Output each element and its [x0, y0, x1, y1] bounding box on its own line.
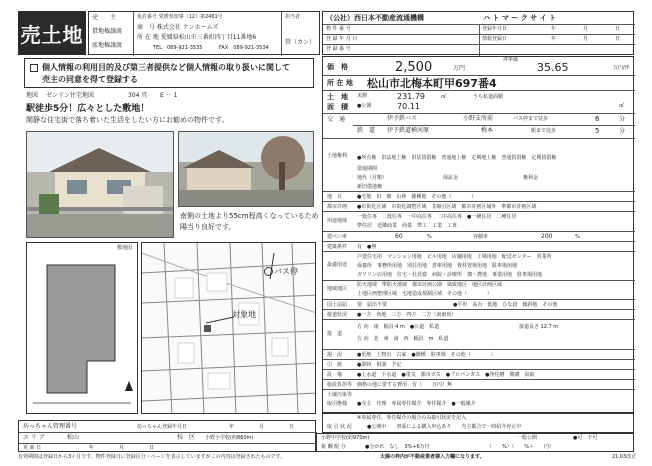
tsubo-price-value: 35.65 — [537, 61, 569, 74]
youto-line1: 一低住専 二低住専 一中高住専 二中高住専 ●一種住居 二種住居 — [357, 214, 517, 220]
land-rights-options: ●所有権 旧法地上権 旧法賃借権 普通地上権 定期地上権 普通賃借権 定期賃借権 — [357, 155, 557, 161]
price-amount: 2,500 — [395, 60, 433, 75]
photo-caption-line2: 陽当り良好です。 — [180, 223, 236, 231]
row-label-landlord: 底地権譲渡 — [92, 42, 123, 49]
area-actual-value: 231.79 — [397, 92, 425, 101]
junior-school: 小野中学校(約970m) — [321, 435, 370, 441]
promo-description: 閑静な住宅街で落ち着いた生活をしたい方にお勧めの物件です。 — [26, 116, 229, 124]
staff-label: 担当者 — [285, 14, 301, 20]
building-cond-value: 有 ●無 — [357, 244, 377, 250]
deal-note: ※専属専任、専任媒介の場合のみ取引状況を記入 — [357, 415, 467, 421]
setsudou-value: ●一方 角地 三方 四方 二方（南東角） — [357, 312, 457, 318]
company-fax: FAX 089-921-3534 — [219, 45, 269, 51]
tsubo-price-label: 坪単価 — [503, 57, 519, 63]
map-page: 304 頁 — [128, 92, 148, 99]
trade-status-label: 取 引 状 況 — [327, 424, 352, 430]
north-arrow-icon — [125, 381, 133, 391]
traffic-bus-line: 伊予鉄バス — [387, 115, 418, 122]
facilities-value: ●上水道 下水道 ●電気 都市ガス ●プロパンガス ●浄化槽 側溝 汲取 — [357, 372, 535, 378]
terrain-value: ●平坦 高台 低地 ひな段 傾斜地 その他 — [453, 302, 558, 308]
kokudo-label: 国土法届 — [327, 302, 348, 308]
road-label: 接 道 — [327, 331, 343, 337]
traffic-label: 交 通 — [327, 116, 346, 123]
traffic-bus-min-unit: 分 — [619, 116, 626, 123]
land-rent: 地代（月額） — [357, 175, 388, 181]
bcr-pct: % — [427, 234, 432, 240]
land-shinkyu: 新旧借地権 — [357, 184, 383, 190]
map-ref-label: 地図 — [26, 92, 39, 99]
license-number: 免許番号 愛媛県知事（12）第2461号 — [137, 14, 223, 20]
chimoku-value: ●宅地 田 畑 山林 雑種地 その他（ ） — [357, 194, 477, 200]
traffic-bus-minutes: 6 — [595, 115, 600, 123]
toshi-label: 都市計画 — [327, 204, 348, 210]
bcr-label: 建ぺい率 — [327, 234, 348, 240]
delivery-label: 引 渡 — [327, 362, 343, 368]
far-value: 200 — [541, 233, 553, 240]
area-unit: ㎡ — [441, 94, 447, 100]
association-box — [322, 11, 634, 55]
best-use-line3: ガソリン店用地 住宅・社員寮 病院・診療所 畑・農地 事業用地 駐車場用地 — [357, 272, 543, 278]
company-address: 所 在 地 愛媛県松山市三番町四丁目11番地6 — [137, 34, 257, 41]
site-label: 対象地 — [232, 310, 256, 319]
area-unit-right: ㎡ — [619, 103, 625, 109]
photo-caption-line1: 南側の土地より55cm程高くなっているため — [180, 212, 319, 220]
tsubo-price-unit: 万円/坪 — [613, 65, 630, 71]
area-actual-label: 実測 — [357, 93, 368, 99]
reward-pct-row: （ %）（ %＋ 円） — [487, 444, 555, 450]
info-year: 年 — [551, 36, 557, 42]
renew-day: 日 — [149, 445, 155, 451]
info-month: 月 — [583, 36, 589, 42]
reg-month: 月 — [583, 26, 589, 32]
association-name: （公社）西日本不動産流通機構 — [326, 14, 424, 22]
footer-stamp: 太線の枠内が不動産業者様入力欄になります。 — [380, 454, 485, 460]
bus-stop-icon — [264, 267, 273, 276]
footer-reg-day: 日 — [289, 424, 295, 430]
staff-role: 管（カン） — [285, 39, 316, 46]
toshi-value: ●市街化区域 市街化調整区域 非線引区域 都市計画区域外 準都市計画区域 — [357, 204, 537, 210]
management-number-label: 坊っちゃん管理番号 — [23, 423, 78, 430]
area-public-value: 70.11 — [397, 102, 420, 111]
site-plan-label: 敷地図 — [117, 245, 133, 251]
school-district-label: 校 区 — [177, 434, 196, 441]
price-label: 価 格 — [327, 63, 348, 71]
renew-date-label: 更 新 日 — [23, 445, 42, 451]
footer-reg-month: 月 — [259, 424, 265, 430]
youto-line2: 準住居 近隣商業 商業 準工 工業 工専 — [357, 223, 458, 229]
listing-type-badge: 売土地 — [18, 11, 86, 55]
traffic-rail-minutes: 5 — [595, 127, 600, 135]
location-label: 所 在 地 — [327, 79, 353, 87]
traffic-rail-label: 鉄 道 — [357, 127, 376, 134]
details-table — [322, 56, 634, 413]
district-label: 地域地区 — [327, 286, 348, 292]
area-land-label: 土 地 — [327, 93, 348, 101]
traffic-bus-stop: 小野支所前 — [463, 115, 494, 122]
delivery-value: ●即時 相談 予定 — [357, 362, 402, 368]
road-line2: 方 向 北 東 南 西 幅員 m 私道 — [357, 336, 449, 342]
registration-date-label: 登 録 年 月 日 — [326, 36, 358, 42]
location-map[interactable] — [141, 242, 316, 414]
site-marker-icon — [204, 325, 211, 332]
area-public-label: ●公簿 — [357, 103, 372, 109]
far-pct: % — [575, 234, 580, 240]
current-value: ●更地 上物有 古家 ●雑種 駐車場 その他（ ） — [357, 352, 496, 358]
bcr-value: 60 — [395, 233, 403, 240]
best-use-label: 最適用途 — [327, 262, 348, 268]
area-size-label: 面 積 — [327, 103, 348, 111]
trade-status-box — [322, 413, 634, 433]
registration-date-label-footer: 坊っちゃん登録年月日 — [137, 424, 188, 430]
registration-number-label: 登 録 番 号 — [326, 46, 351, 52]
footer-left — [18, 420, 316, 452]
renew-year: 年 — [89, 445, 95, 451]
reg-day: 日 — [615, 26, 621, 32]
company-name: 商 号 株式会社 ケンホームズ — [137, 24, 219, 31]
footer-reg-year: 年 — [229, 424, 235, 430]
site-plan — [26, 242, 138, 414]
district-line2: 土地区画整理区域 宅地造成規制区域 その他（ ） — [357, 291, 493, 297]
reg-year: 年 — [551, 26, 557, 32]
soil-label: 土壌汚染等 — [327, 392, 353, 398]
youto-label: 用途地域 — [327, 218, 348, 224]
promo-headline: 駅徒歩5分！広々とした敷地！ — [26, 104, 150, 114]
property-number-label: 物 件 番 号 — [326, 26, 351, 32]
elementary-school: 小野小学校(約860m) — [205, 435, 254, 441]
public-label: 一般公開 — [517, 435, 538, 441]
hatomark-site: ハ ト マ ー ク サ イ ト — [483, 14, 557, 22]
extra-cost-label: 施設負担等 — [327, 382, 353, 388]
traffic-bus-walk-label: バス停まで徒歩 — [513, 116, 549, 122]
setsudou-label: 接道状況 — [327, 312, 348, 318]
traffic-rail-station: 梅本 — [481, 127, 494, 134]
current-label: 現 況 — [327, 352, 343, 358]
far-label: 容積率 — [473, 234, 489, 240]
best-use-line1: 戸建住宅用 マンション用地 ビル用地 店舗用地 工場用地 配送センター 営業所 — [357, 254, 552, 260]
traffic-rail-min-unit: 分 — [619, 128, 626, 135]
building-cond-label: 建築条件 — [327, 244, 348, 250]
seller-box — [88, 11, 320, 55]
chimoku-label: 地 目 — [327, 194, 343, 200]
company-tel: TEL 089-921-3535 — [153, 45, 203, 51]
footer-version: 21.03改正 — [612, 454, 637, 460]
deal-type-label: 取引態様 — [327, 401, 348, 407]
private-road-label: うち私道面積 — [473, 94, 504, 100]
district-line1: 防火地域 準防火地域 都市計画公園 風致地区 地区計画区域 — [357, 282, 503, 288]
row-label-leasehold: 借地権譲渡 — [92, 28, 123, 35]
deal-type-value: ●売主 代理 専属専任媒介 専任媒介 ●一般媒介 — [357, 401, 476, 407]
extra-cost-value: 価格の他に要する費用 有（ 万円）無 — [357, 382, 453, 388]
row-label-seller: 売 主 — [92, 14, 117, 21]
best-use-line2: 保養所 事務所用地 別荘用地 倉庫用地 資材置場用地 駐車場用地 — [357, 263, 518, 269]
reward-label: 報 酬 配 分 — [321, 444, 346, 450]
land-lease-period: 借地期間 — [357, 166, 378, 172]
area-value: 松山 — [67, 434, 80, 441]
land-deposit: 保証金 — [443, 175, 459, 181]
bus-stop-label: バス停 — [274, 267, 298, 276]
reward-value: ●分かれ なし 3%+6万円 — [365, 444, 430, 450]
house-photo-icon — [27, 132, 174, 238]
land-rights-label: 土地権利 — [327, 153, 348, 159]
map-grid: E － 1 — [160, 92, 178, 99]
trade-status-value: ●公開中 書面による購入申込あり 売主都合で一時紹介停止中 — [367, 424, 522, 430]
traffic-rail-walk-label: 駅まで徒歩 — [531, 128, 557, 134]
price-unit: 万円 — [453, 65, 466, 72]
traffic-rail-line: 伊予鉄道横河原 — [387, 127, 430, 134]
public-value: ●可 不可 — [573, 435, 598, 441]
area-label: エ リ ア — [23, 434, 45, 441]
notice-line2: 売主の同意を得て登録する — [42, 75, 138, 84]
info-date-label: 情報登録日 — [482, 36, 508, 42]
facilities-label: 設 備 — [327, 372, 343, 378]
lot-photo-icon — [179, 132, 314, 207]
map-publisher: ゼンリン住宅地図 — [46, 92, 95, 99]
site-plan-drawing — [27, 243, 137, 413]
road-frontage: 接道長さ 12.7 m — [519, 324, 559, 330]
info-day: 日 — [615, 36, 621, 42]
footer-note: 有効期間は登録日から3ヶ月です。物件登録日に登録区分・ページを表示していますがこの内容は登録されたものです。 — [18, 454, 286, 460]
privacy-notice — [24, 58, 314, 88]
land-kenri: 権利金 — [523, 175, 539, 181]
road-line1: 方 向 南 幅員 4 m ●公道 私道 — [357, 324, 440, 330]
location-value: 松山市北梅本町甲697番4 — [367, 77, 497, 90]
notice-line1: 個人情報の利用目的及び第三者提供など個人情報の取り扱いに関して — [42, 63, 290, 72]
property-photo-side — [178, 131, 314, 207]
property-photo-front — [26, 131, 174, 238]
checkbox-icon[interactable] — [30, 64, 38, 72]
kokudo-value: 要 届出不要 — [357, 302, 388, 308]
footer-right — [316, 433, 634, 452]
renew-month: 月 — [119, 445, 125, 451]
reg-date-label-right: 登録年月日 — [482, 26, 508, 32]
